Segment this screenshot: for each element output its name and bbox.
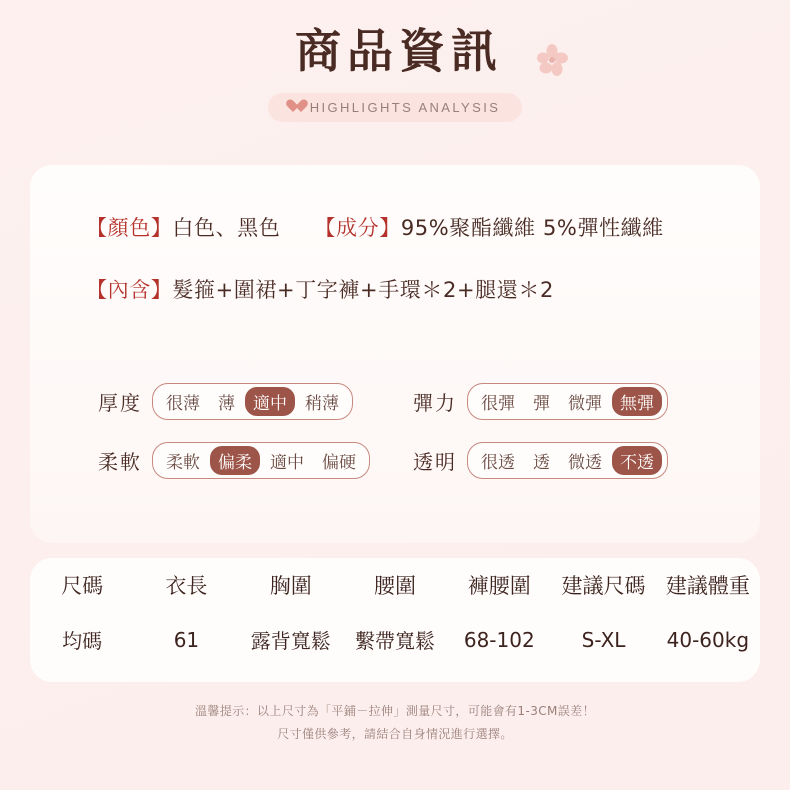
attribute-softness [90, 442, 385, 479]
table-header-cell: 褲腰圍 [467, 574, 531, 598]
footer-line-2: 尺寸僅供參考，請結合自身情況進行選擇。 [277, 726, 513, 741]
heart-icon [286, 100, 301, 114]
attribute-label: 厚度 [98, 391, 142, 415]
info-lines [30, 165, 760, 304]
material-label: 【成分】 [314, 216, 401, 240]
table-row [30, 608, 760, 682]
footer-line-1: 溫馨提示：以上尺寸為「平鋪－拉伸」測量尺寸，可能會有1-3CM誤差！ [195, 704, 595, 718]
attribute-scales [30, 383, 760, 479]
scale-option[interactable]: 很透 [481, 453, 515, 473]
attribute-scale [467, 383, 668, 420]
attribute-label: 透明 [413, 450, 457, 474]
scale-option[interactable]: 柔軟 [166, 453, 200, 473]
color-label: 【顏色】 [86, 216, 173, 240]
table-header-cell: 腰圍 [373, 574, 416, 598]
scale-option-selected[interactable]: 偏柔 [210, 446, 260, 475]
color-value: 白色、黑色 [172, 216, 281, 240]
scale-option[interactable]: 很薄 [166, 394, 200, 414]
attribute-scale [152, 383, 353, 420]
table-header-cell: 衣長 [165, 574, 208, 598]
info-card [30, 165, 760, 543]
attribute-elasticity [405, 383, 700, 420]
attribute-scale [467, 442, 668, 479]
table-cell: 繫帶寬鬆 [354, 629, 435, 653]
table-header-cell: 建議尺碼 [561, 574, 646, 598]
highlights-badge [268, 93, 523, 122]
footer-note [0, 700, 790, 746]
scale-option[interactable]: 微彈 [568, 394, 602, 414]
table-header-cell: 尺碼 [61, 574, 104, 598]
info-row [86, 274, 760, 304]
includes-label: 【內含】 [86, 278, 173, 302]
scale-option[interactable]: 彈 [533, 394, 550, 414]
scale-option[interactable]: 偏硬 [322, 453, 356, 473]
table-header-cell: 建議體重 [665, 574, 750, 598]
table-cell: 61 [173, 627, 200, 652]
attribute-scale [152, 442, 370, 479]
includes-value: 髮箍+圍裙+丁字褲+手環＊2+腿還＊2 [172, 278, 554, 302]
attribute-label: 柔軟 [98, 450, 142, 474]
table-cell: 40-60kg [666, 627, 750, 652]
table-header-cell: 胸圍 [269, 574, 312, 598]
attribute-thickness [90, 383, 385, 420]
scale-option-selected[interactable]: 無彈 [612, 387, 662, 416]
cherry-blossom-icon [532, 40, 572, 80]
page-title: 商品資訊 [295, 24, 503, 78]
scale-option-selected[interactable]: 不透 [612, 446, 662, 475]
info-row [86, 212, 760, 242]
scale-option[interactable]: 透 [533, 453, 550, 473]
scale-option[interactable]: 微透 [568, 453, 602, 473]
table-cell: S-XL [581, 627, 626, 652]
size-table-card [30, 558, 760, 682]
scale-option-selected[interactable]: 適中 [245, 387, 295, 416]
scale-option[interactable]: 薄 [218, 394, 235, 414]
scale-option[interactable]: 適中 [270, 453, 304, 473]
material-value: 95%聚酯纖維 5%彈性纖維 [400, 216, 664, 240]
attribute-transparency [405, 442, 700, 479]
table-cell: 露背寬鬆 [250, 629, 331, 653]
table-cell: 均碼 [62, 629, 103, 653]
table-cell: 68-102 [463, 627, 535, 652]
scale-option[interactable]: 稍薄 [305, 394, 339, 414]
table-header-row [30, 558, 760, 608]
highlights-label: HIGHLIGHTS ANALYSIS [309, 99, 501, 115]
page-header [0, 0, 790, 122]
scale-option[interactable]: 很彈 [481, 394, 515, 414]
size-table [30, 558, 760, 682]
attribute-label: 彈力 [413, 391, 457, 415]
